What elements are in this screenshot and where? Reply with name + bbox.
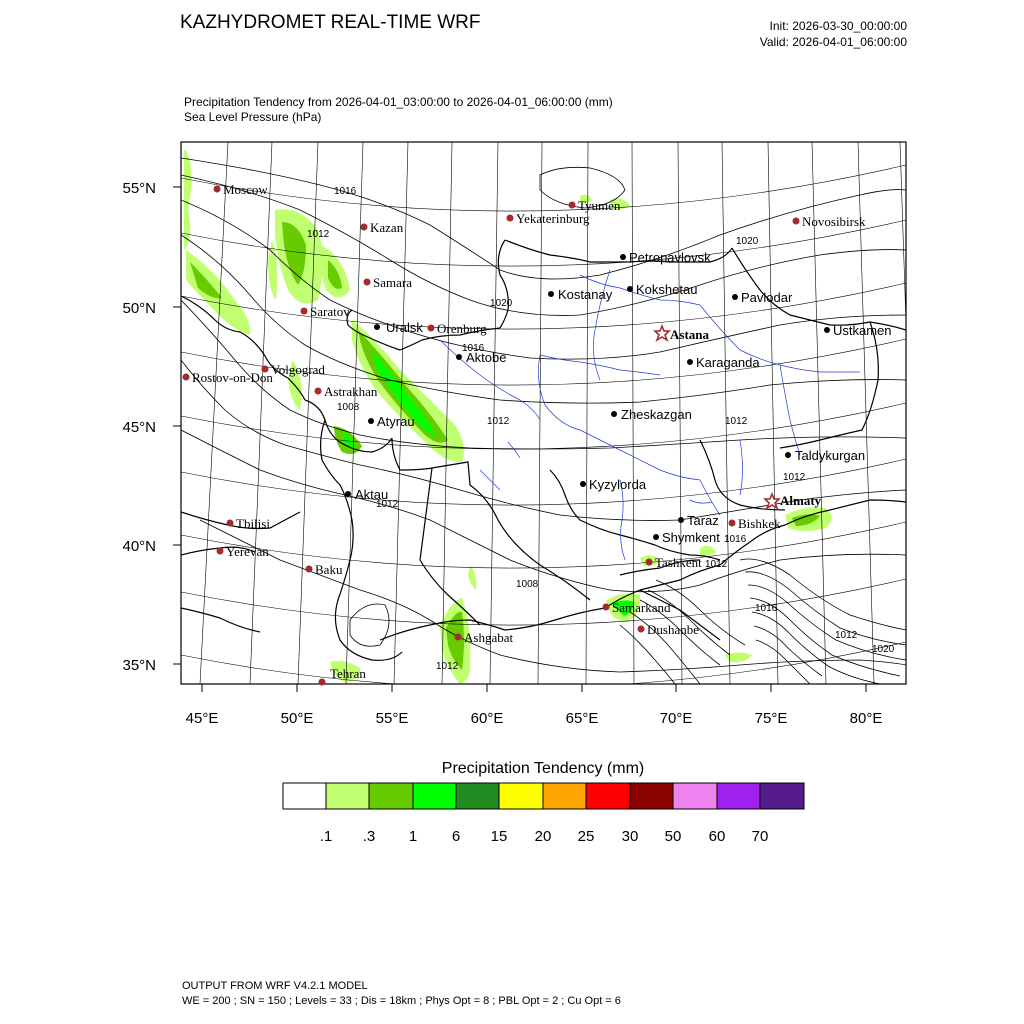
colorbar-swatch [673,783,717,809]
city-label-taldykurgan: Taldykurgan [795,448,866,463]
colorbar-swatch [456,783,499,809]
longitude-labels [186,710,883,727]
colorbar-label: 25 [577,828,595,845]
colorbar-swatch [326,783,369,809]
city-label-orenburg: Orenburg [437,321,487,336]
city-label-rostov: Rostov-on-Don [192,370,273,385]
isobar-label: 1020 [872,644,895,655]
city-label-kyzylorda: Kyzylorda [589,477,647,492]
city-dot [217,548,224,555]
city-label-zheskazgan: Zheskazgan [621,407,692,422]
latitude-labels [122,180,156,674]
city-label-almaty: Almaty [780,493,822,508]
lat-label: 40°N [122,538,156,555]
city-dot [569,202,576,209]
isobar-label: 1016 [334,186,357,197]
city-dot [456,354,462,360]
city-label-bishkek: Bishkek [738,516,781,531]
isobar-label: 1012 [487,416,510,427]
lon-label: 80°E [849,710,883,727]
city-dot [455,634,462,641]
city-dot [653,534,659,540]
city-label-yekaterinburg: Yekaterinburg [516,211,590,226]
city-dot [301,308,308,315]
city-label-tbilisi: Tbilisi [236,516,270,531]
city-label-volgograd: Volgograd [271,362,325,377]
city-dot [183,374,190,381]
colorbar-label: 1 [408,828,418,845]
lon-label: 60°E [470,710,504,727]
city-label-tashkent: Tashkent [655,555,702,570]
city-dot [678,517,684,523]
lat-label: 50°N [122,300,156,317]
city-label-dushanbe: Dushanbe [647,622,699,637]
city-dot [361,224,368,231]
valid-time: Valid: 2026-04-01_06:00:00 [759,35,907,49]
isobar-label: 1012 [835,630,858,641]
city-label-karaganda: Karaganda [696,355,760,370]
colorbar-label: 6 [451,828,461,845]
isobar-label: 1012 [725,416,748,427]
isobar-label: 1016 [755,603,778,614]
lat-label: 35°N [122,657,156,674]
field-title-slp: Sea Level Pressure (hPa) [184,110,322,124]
isobar-label: 1008 [337,402,360,413]
city-label-saratov: Saratov [310,304,350,319]
city-label-kazan: Kazan [370,220,404,235]
colorbar-labels [320,828,769,845]
city-label-baku: Baku [315,562,343,577]
city-dot [428,325,435,332]
city-dot [638,626,645,633]
city-label-ustkamen: Ustkamen [833,323,892,338]
city-dot [214,186,221,193]
isobar-label: 1012 [436,661,459,672]
isobar-label: 1012 [376,499,399,510]
lon-label: 55°E [375,710,409,727]
isobar-label: 1020 [736,236,759,247]
city-label-ashgabat: Ashgabat [464,630,514,645]
isobar-label: 1012 [705,559,728,570]
city-label-petropavlovsk: Petropavlovsk [629,250,711,265]
colorbar-swatch [369,783,413,809]
colorbar-swatch [717,783,760,809]
colorbar-label: 20 [534,828,552,845]
lon-label: 75°E [754,710,788,727]
model-settings-footer: WE = 200 ; SN = 150 ; Levels = 33 ; Dis = 18km ; Phys Opt = 8 ; PBL Opt = 2 ; Cu Opt = 6 [182,995,621,1007]
city-label-yerevan: Yerevan [226,544,269,559]
city-dot [319,679,326,686]
city-label-samarkand: Samarkand [612,600,671,615]
city-dot [580,481,586,487]
colorbar-label: 60 [708,828,726,845]
city-dot [611,411,617,417]
isobar-label: 1016 [462,343,485,354]
city-dot [345,491,351,497]
precip-colorbar [283,783,804,809]
city-dot [732,294,738,300]
city-dot [315,388,322,395]
city-dot [548,291,554,297]
city-label-taraz: Taraz [687,513,719,528]
lat-label: 55°N [122,180,156,197]
colorbar-label: 50 [664,828,682,845]
city-label-novosibirsk: Novosibirsk [802,214,866,229]
colorbar-label: 15 [490,828,508,845]
city-label-aktobe: Aktobe [466,350,507,365]
colorbar-label: 70 [751,828,769,845]
city-dot [620,254,626,260]
city-label-uralsk: Uralsk [386,320,423,335]
city-label-shymkent: Shymkent [662,530,720,545]
colorbar-swatch [586,783,630,809]
lon-label: 45°E [185,710,219,727]
colorbar-swatch [543,783,586,809]
colorbar-swatch [283,783,326,809]
lat-label: 45°N [122,419,156,436]
isobar-label: 1016 [724,534,747,545]
isobar-label: 1008 [516,579,539,590]
city-dot [368,418,374,424]
city-label-samara: Samara [373,275,412,290]
lon-label: 70°E [659,710,693,727]
colorbar-label: 30 [621,828,639,845]
city-dot [374,324,380,330]
city-dot [507,215,514,222]
city-dot [603,604,610,611]
city-label-kostanay: Kostanay [558,287,613,302]
page-title: KAZHYDROMET REAL-TIME WRF [180,12,481,33]
city-label-pavlodar: Pavlodar [741,290,793,305]
city-label-tyumen: Tyumen [578,198,621,213]
colorbar-label: .3 [362,828,376,845]
init-time: Init: 2026-03-30_00:00:00 [769,19,907,33]
city-label-moscow: Moscow [223,182,268,197]
city-dot [646,559,653,566]
city-dot [687,359,693,365]
city-dot [306,566,313,573]
city-dot [227,520,234,527]
city-label-astana: Astana [670,327,710,342]
colorbar-swatch [760,783,804,809]
city-label-kokshetau: Kokshetau [636,282,698,297]
field-title-precip: Precipitation Tendency from 2026-04-01_03:00:00 to 2026-04-01_06:00:00 (mm) [184,95,613,109]
city-label-astrakhan: Astrakhan [324,384,378,399]
city-dot [824,327,830,333]
colorbar-label: .1 [319,828,333,845]
city-dot [729,520,736,527]
city-label-aktau: Aktau [355,487,389,502]
city-dot [364,279,371,286]
isobar-label: 1012 [307,229,330,240]
colorbar-swatch [413,783,456,809]
city-dot [793,218,800,225]
lon-label: 50°E [280,710,314,727]
city-dot [627,286,633,292]
colorbar-swatch [630,783,673,809]
lon-label: 65°E [565,710,599,727]
isobar-label: 1020 [490,298,513,309]
city-label-atyrau: Atyrau [377,414,415,429]
legend-title: Precipitation Tendency (mm) [441,760,645,777]
model-footer: OUTPUT FROM WRF V4.2.1 MODEL [182,980,368,992]
isobar-label: 1012 [783,472,806,483]
city-dot [785,452,791,458]
colorbar-swatch [499,783,543,809]
city-label-tehran: Tehran [330,666,366,681]
